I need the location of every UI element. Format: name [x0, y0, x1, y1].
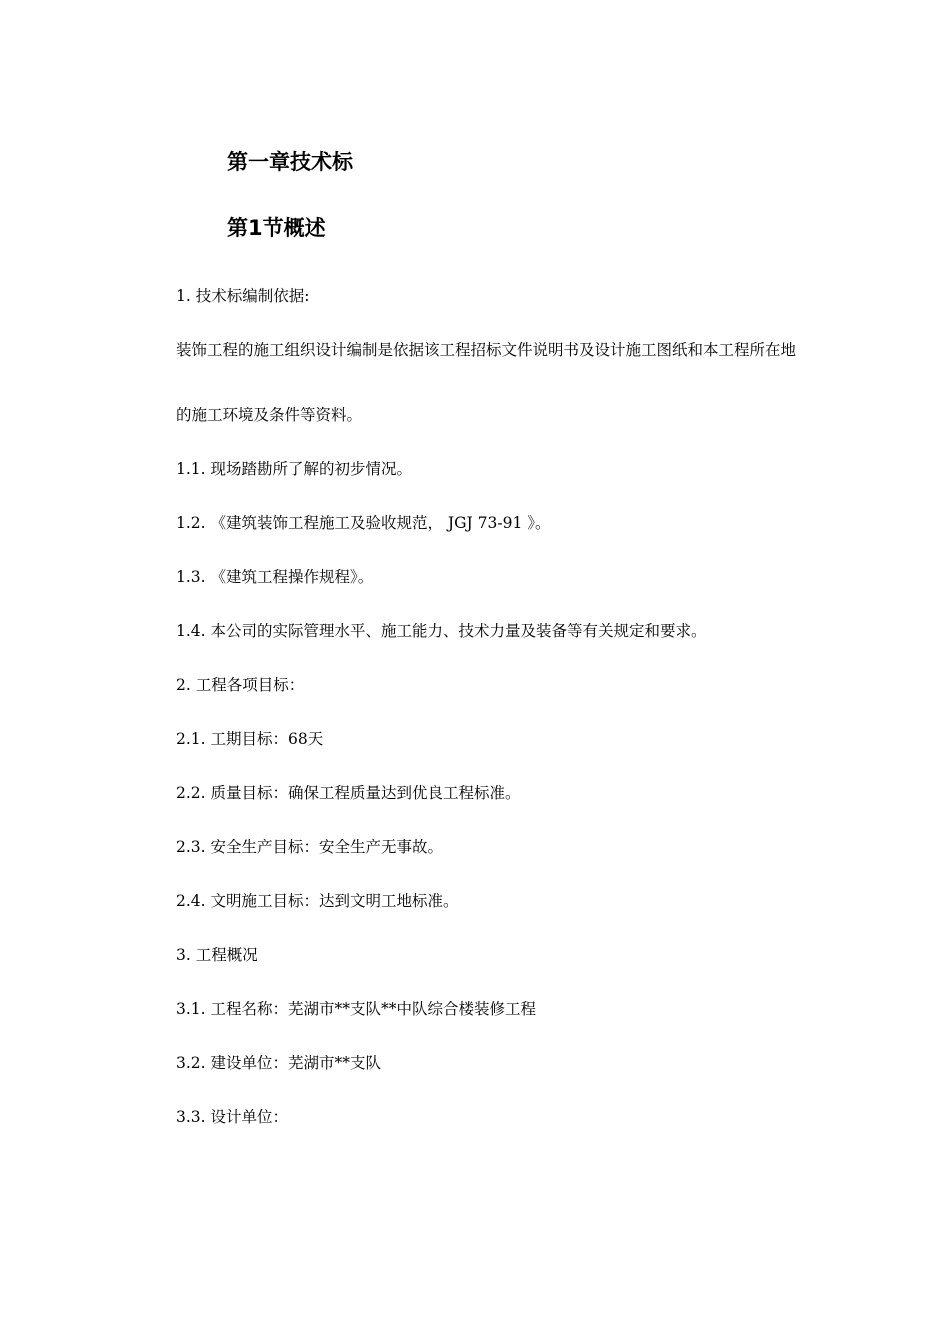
- text-line: 3. 工程概况: [176, 946, 258, 964]
- text-line: 的施工环境及条件等资料。: [176, 406, 363, 424]
- text-line: 1.3. 《建筑工程操作规程》。: [176, 568, 374, 586]
- text-line: 3.2. 建设单位：芜湖市**支队: [176, 1054, 382, 1072]
- text-line: 1.1. 现场踏勘所了解的初步情况。: [176, 460, 413, 478]
- chapter-title: 第一章技术标: [227, 150, 353, 174]
- text-line: 3.1. 工程名称：芜湖市**支队**中队综合楼装修工程: [176, 1000, 537, 1018]
- text-line: 2.3. 安全生产目标：安全生产无事故。: [176, 838, 444, 856]
- text-line: 装饰工程的施工组织设计编制是依据该工程招标文件说明书及设计施工图纸和本工程所在地: [176, 341, 797, 359]
- section-title: 第1节概述: [227, 216, 326, 240]
- text-line: 2.2. 质量目标：确保工程质量达到优良工程标准。: [176, 784, 521, 802]
- text-line: 1. 技术标编制依据:: [176, 287, 310, 305]
- text-line: 1.4. 本公司的实际管理水平、施工能力、技术力量及装备等有关规定和要求。: [176, 622, 707, 640]
- text-line: 2.4. 文明施工目标：达到文明工地标准。: [176, 892, 459, 910]
- text-line: 3.3. 设计单位：: [176, 1108, 289, 1126]
- text-line: 1.2. 《建筑装饰工程施工及验收规范， JGJ 73-91 》。: [176, 514, 551, 532]
- text-line: 2.1. 工期目标：68天: [176, 730, 324, 748]
- text-line: 2. 工程各项目标：: [176, 676, 305, 694]
